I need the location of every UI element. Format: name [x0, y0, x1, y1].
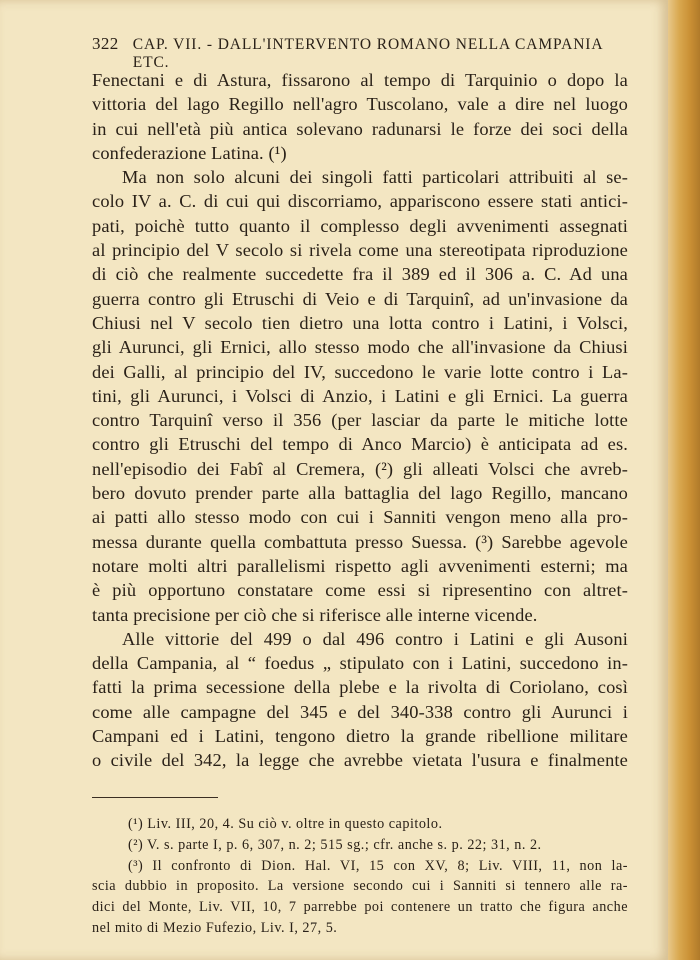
body-line: come alle campagne del 345 e del 340-338 contro gli Aurunci i: [92, 701, 628, 722]
body-line: di ciò che realmente succedette fra il 389 ed il 306 a. C. Ad una: [92, 264, 628, 285]
body-line: della Campania, al “ foedus „ stipulato con i Latini, succedono in-: [92, 653, 628, 674]
page-number: 322: [92, 34, 119, 53]
body-line: Fenectani e di Astura, fissarono al tempo di Tarquinio o dopo la: [92, 70, 628, 90]
body-line: vittoria del lago Regillo nell'agro Tuscolano, vale a dire nel luogo: [92, 94, 628, 115]
footnote-line: (²) V. s. parte I, p. 6, 307, n. 2; 515 sg.; cfr. anche s. p. 22; 31, n. 2.: [128, 836, 542, 853]
body-line: bero dovuto prender parte alla battaglia del lago Regillo, mancano: [92, 483, 628, 504]
footnote-line: (¹) Liv. III, 20, 4. Su ciò v. oltre in questo capitolo.: [128, 816, 443, 832]
body-line: in cui nell'età più antica solevano radunarsi le forze dei soci della: [92, 118, 628, 139]
body-line: tanta precisione per ciò che si riferisce alle interne vicende.: [92, 604, 538, 625]
body-line: confederazione Latina. (¹): [92, 142, 287, 163]
body-line: Alle vittorie del 499 o dal 496 contro i Latini e gli Ausoni: [122, 628, 628, 649]
body-line: contro Tarquinî verso il 356 (per lasciar da parte le mitiche lotte: [92, 410, 628, 431]
body-text: [92, 68, 628, 773]
body-line: pati, poichè tutto quanto il complesso degli avvenimenti assegnati: [92, 215, 628, 236]
body-line: fatti la prima secessione della plebe e la rivolta di Coriolano, così: [92, 677, 628, 698]
body-line: nell'episodio dei Fabî al Cremera, (²) gli alleati Volsci che avreb-: [92, 458, 628, 479]
footnote-line: scia dubbio in proposito. La versione secondo cui i Sanniti si tennero alle ra-: [92, 878, 628, 895]
body-line: Chiusi nel V secolo tien dietro una lotta contro i Latini, i Volsci,: [92, 312, 628, 333]
body-line: guerra contro gli Etruschi di Veio e di Tarquinî, ad un'invasione da: [92, 288, 628, 309]
body-line: è più opportuno constatare come essi si ripresentino con altret-: [92, 580, 628, 601]
footnote-line: nel mito di Mezio Fufezio, Liv. I, 27, 5.: [92, 919, 338, 936]
footnotes: [92, 814, 628, 939]
body-line: notare molti altri parallelismi rispetto agli avvenimenti esterni; ma: [92, 555, 628, 576]
body-line: contro gli Etruschi del tempo di Anco Marcio) è anticipata ad es.: [92, 434, 628, 455]
footnote-line: dici del Monte, Liv. VII, 10, 7 parrebbe poi contenere un tratto che figura anche: [92, 899, 628, 916]
body-line: colo IV a. C. di cui qui discorriamo, appariscono essere stati antici-: [92, 191, 628, 212]
body-line: ai patti allo stesso modo con cui i Sanniti vengon meno alla pro-: [92, 507, 628, 528]
page-edge: [668, 0, 700, 960]
body-line: o civile del 342, la legge che avrebbe vietata l'usura e finalmente: [92, 750, 628, 771]
body-line: dei Galli, al principio del IV, succedono le varie lotte contro i La-: [92, 361, 628, 382]
body-line: Ma non solo alcuni dei singoli fatti particolari attribuiti al se-: [122, 167, 628, 188]
body-line: messa durante quella combattuta presso Suessa. (³) Sarebbe agevole: [92, 531, 628, 552]
running-title: CAP. VII. - DALL'INTERVENTO ROMANO NELLA CAMPANIA ETC.: [132, 36, 603, 71]
body-line: Campani ed i Latini, tengono dietro la grande ribellione militare: [92, 726, 628, 747]
body-line: gli Aurunci, gli Ernici, allo stesso modo che all'invasione da Chiusi: [92, 337, 628, 358]
body-line: tini, gli Aurunci, i Volsci di Anzio, i Latini e gli Ernici. La guerra: [92, 385, 628, 406]
page-header: [92, 34, 632, 72]
footnote-line: (³) Il confronto di Dion. Hal. VI, 15 con XV, 8; Liv. VIII, 11, non la-: [128, 857, 628, 874]
body-line: al principio del V secolo si rivela come una stereotipata riproduzione: [92, 240, 628, 261]
footnote-divider: [92, 797, 218, 798]
